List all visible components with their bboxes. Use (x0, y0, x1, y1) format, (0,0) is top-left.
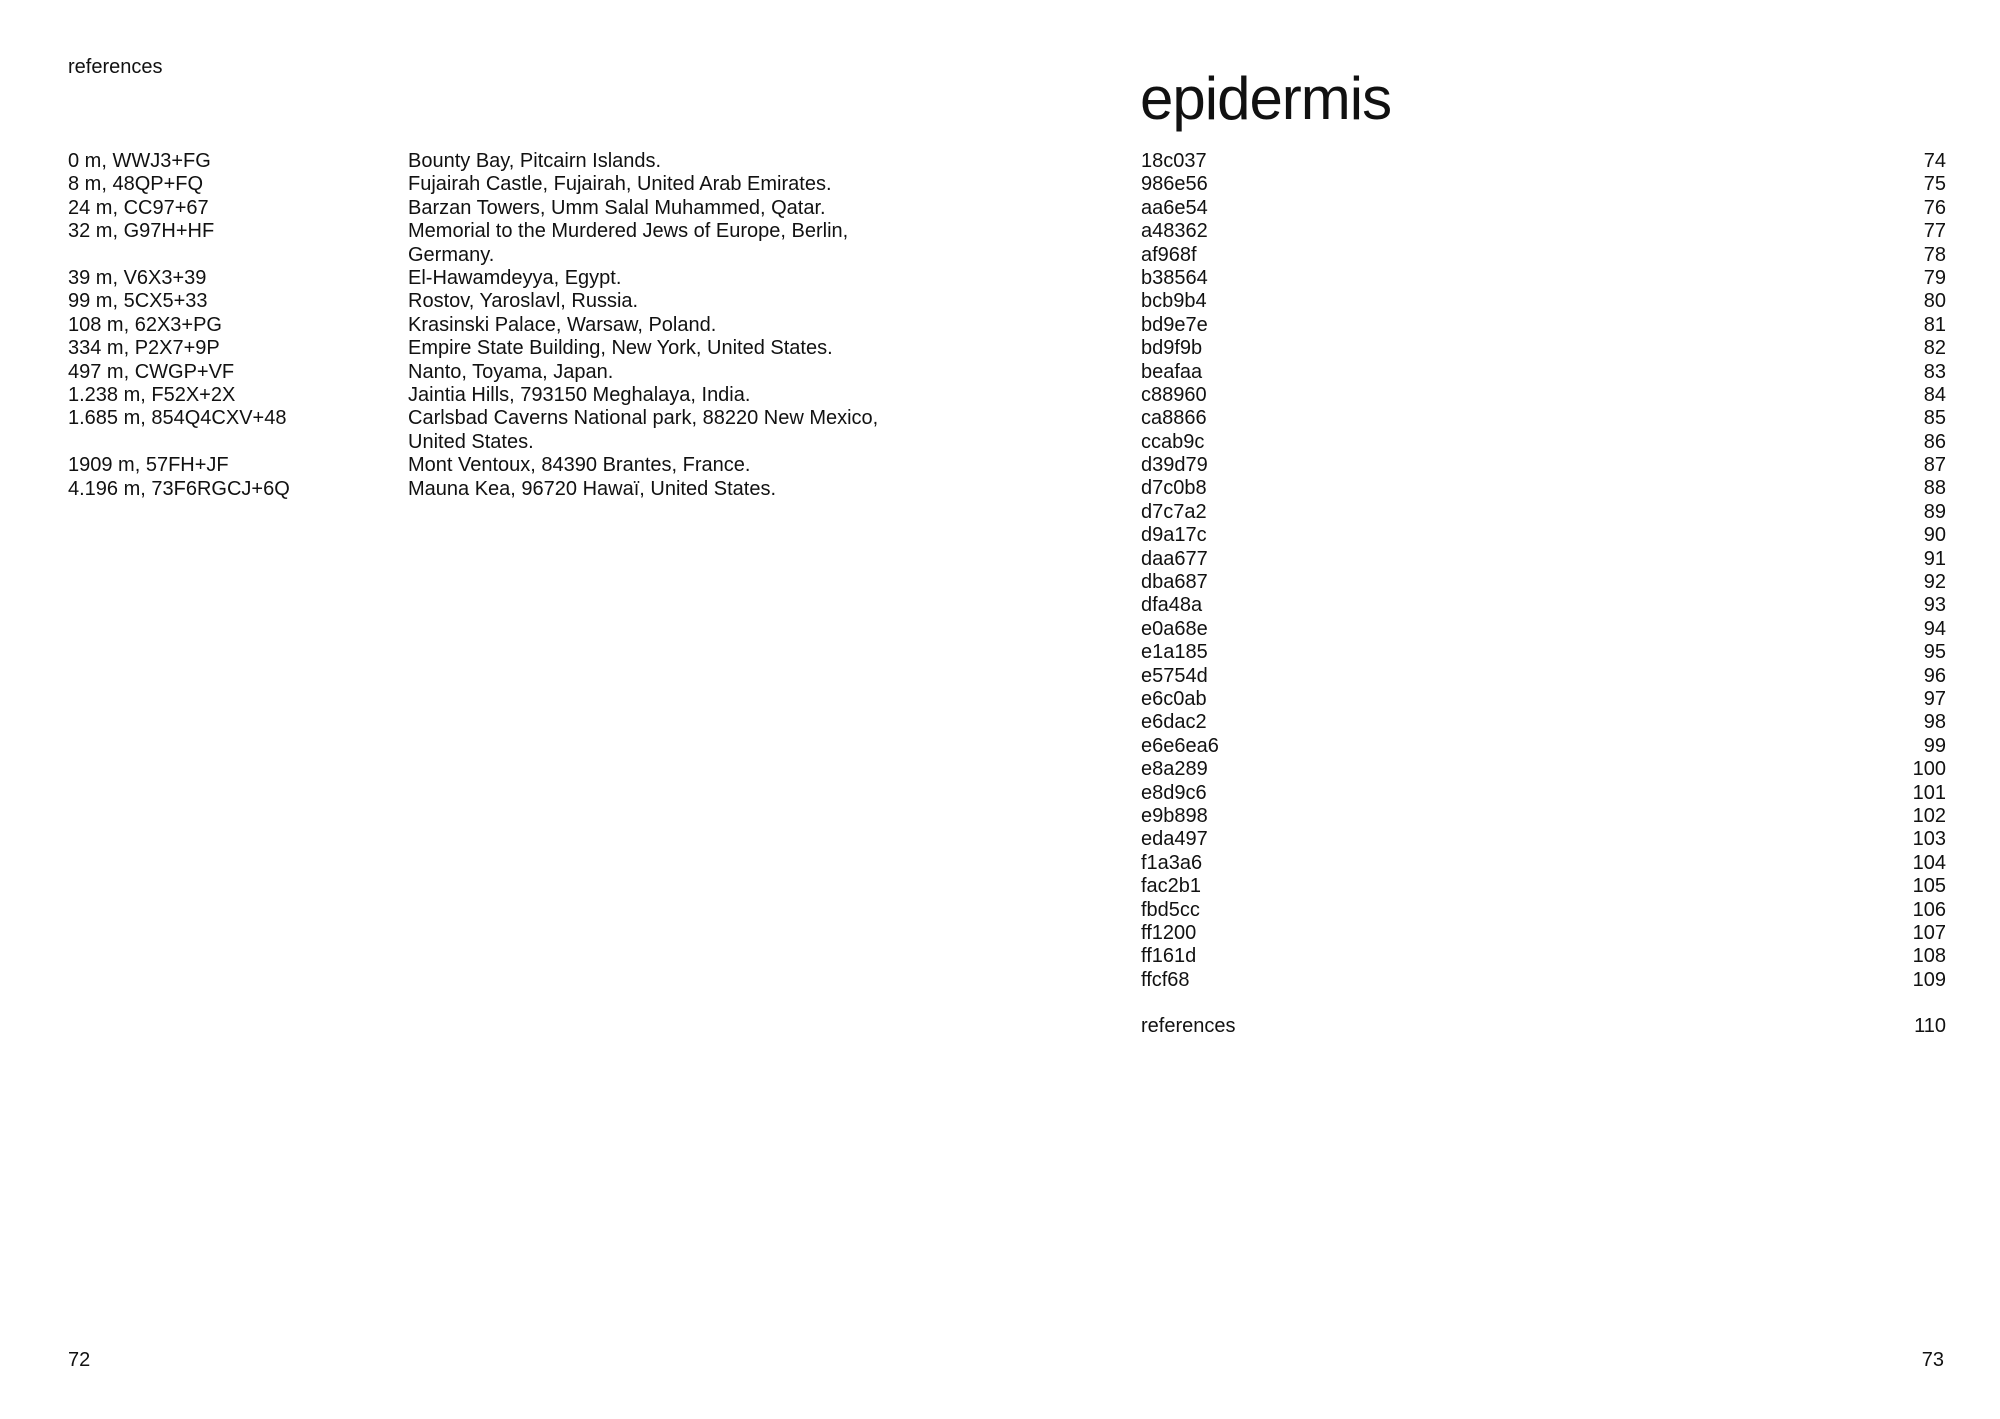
reference-elevation-code: 0 m, WWJ3+FG (68, 150, 211, 172)
index-entry-label: c88960 (1141, 383, 1207, 406)
index-entry (1141, 922, 1946, 945)
index-entry-label: ffcf68 (1141, 968, 1190, 991)
index-entry-page: 88 (1923, 477, 1946, 500)
reference-place: Memorial to the Murdered Jews of Europe, Berlin, Germany. (408, 220, 849, 266)
reference-place: Barzan Towers, Umm Salal Muhammed, Qatar. (408, 196, 826, 219)
reference-place: Nanto, Toyama, Japan. (408, 360, 614, 383)
index-entry-label: ca8866 (1141, 407, 1207, 430)
index-entry-label: fbd5cc (1141, 898, 1200, 921)
index-entry-page: 92 (1923, 571, 1946, 594)
reference-elevation-code: 1.685 m, 854Q4CXV+48 (68, 407, 287, 430)
reference-elevation-code: 24 m, CC97+67 (68, 196, 209, 219)
reference-row (68, 478, 928, 501)
index-entry-page: 100 (1912, 758, 1946, 781)
index-entry-label: aa6e54 (1141, 196, 1208, 219)
reference-place: Mont Ventoux, 84390 Brantes, France. (408, 454, 751, 477)
index-entry (1141, 875, 1946, 898)
index-entry-page: 81 (1923, 313, 1946, 336)
index-entry (1141, 407, 1946, 430)
index-entry-page: 106 (1912, 898, 1946, 921)
index-entry-label: bd9e7e (1141, 313, 1208, 336)
reference-place: Fujairah Castle, Fujairah, United Arab Emirates. (408, 173, 832, 196)
index-entry (1141, 477, 1946, 500)
section-title: epidermis (1140, 65, 1392, 132)
index-entry (1141, 711, 1946, 734)
reference-elevation-code: 1.238 m, F52X+2X (68, 384, 236, 407)
index-entry-page: 90 (1923, 524, 1946, 547)
index-entry-page: 79 (1923, 266, 1946, 289)
index-entry (1141, 197, 1946, 220)
index-entry-page: 103 (1912, 828, 1946, 851)
index-entry (1141, 688, 1946, 711)
reference-row (68, 361, 928, 384)
index-entry (1141, 828, 1946, 851)
reference-place: Empire State Building, New York, United States. (408, 337, 833, 360)
index-entry (1141, 782, 1946, 805)
index-entry-label: b38564 (1141, 266, 1208, 289)
reference-elevation-code: 108 m, 62X3+PG (68, 313, 222, 336)
reference-elevation-code: 32 m, G97H+HF (68, 220, 215, 243)
index-entry-page: 109 (1912, 968, 1946, 991)
reference-row (68, 407, 928, 454)
index-entry-page: 107 (1912, 921, 1946, 944)
index-entry-label: e0a68e (1141, 617, 1208, 640)
index-entry (1141, 969, 1946, 992)
index-entry (1141, 267, 1946, 290)
index-entry-page: 99 (1923, 734, 1946, 757)
index-entry (1141, 899, 1946, 922)
reference-elevation-code: 4.196 m, 73F6RGCJ+6Q (68, 477, 290, 500)
index-entry-page: 87 (1923, 454, 1946, 477)
index-entry (1141, 571, 1946, 594)
reference-row (68, 267, 928, 290)
reference-place: Jaintia Hills, 793150 Meghalaya, India. (408, 384, 751, 407)
index-entry-references (1141, 1015, 1946, 1038)
reference-elevation-code: 39 m, V6X3+39 (68, 267, 207, 290)
index-entry (1141, 524, 1946, 547)
index-entry-page: 97 (1923, 687, 1946, 710)
reference-row (68, 384, 928, 407)
index-entry (1141, 431, 1946, 454)
index-entry-page: 110 (1914, 1015, 1946, 1038)
index-entry-label: dba687 (1141, 571, 1208, 594)
index-entry (1141, 501, 1946, 524)
index-entry-page: 104 (1912, 851, 1946, 874)
index-entry (1141, 641, 1946, 664)
index-entry-page: 76 (1923, 196, 1946, 219)
index-entry-label: e9b898 (1141, 804, 1208, 827)
reference-elevation-code: 1909 m, 57FH+JF (68, 454, 229, 477)
index-entry-page: 83 (1923, 360, 1946, 383)
index-entry-page: 82 (1923, 337, 1946, 360)
index-entry-page: 102 (1912, 804, 1946, 827)
index-entry (1141, 173, 1946, 196)
index-entry-page: 91 (1923, 547, 1946, 570)
index-entry (1141, 220, 1946, 243)
reference-place: Carlsbad Caverns National park, 88220 New Mexico, United States. (408, 407, 879, 453)
index-entry-label: beafaa (1141, 360, 1203, 383)
index-entry-page: 75 (1923, 173, 1946, 196)
index-entry-label: e6e6ea6 (1141, 734, 1219, 757)
index-entry (1141, 361, 1946, 384)
index-entry-label: bcb9b4 (1141, 290, 1207, 313)
running-head: references (68, 56, 163, 78)
index-entry-label: d9a17c (1141, 524, 1207, 547)
index-entry-label: 18c037 (1141, 150, 1207, 172)
reference-elevation-code: 334 m, P2X7+9P (68, 337, 220, 360)
index-entry-label: e1a185 (1141, 641, 1208, 664)
index-entry-page: 78 (1923, 243, 1946, 266)
index-entry (1141, 945, 1946, 968)
index-entry-label: daa677 (1141, 547, 1208, 570)
index-entry (1141, 805, 1946, 828)
index-entry-label: ff161d (1141, 945, 1197, 968)
index-entry (1141, 244, 1946, 267)
index-entry-label: references (1141, 1015, 1236, 1038)
index-entry-page: 101 (1912, 781, 1946, 804)
index-entry (1141, 314, 1946, 337)
index-entry (1141, 150, 1946, 173)
index-entry-page: 77 (1923, 220, 1946, 243)
index-entry-page: 93 (1923, 594, 1946, 617)
page-number-right: 73 (1921, 1349, 1944, 1371)
reference-row (68, 173, 928, 196)
reference-place: El-Hawamdeyya, Egypt. (408, 267, 622, 290)
index-entry-page: 84 (1923, 383, 1946, 406)
index-entry (1141, 758, 1946, 781)
reference-row (68, 150, 928, 173)
index-entry-label: 986e56 (1141, 173, 1208, 196)
index-entry-label: d7c7a2 (1141, 500, 1207, 523)
index-entry (1141, 548, 1946, 571)
reference-row (68, 290, 928, 313)
index-entry-label: e6c0ab (1141, 687, 1207, 710)
index-entry-label: d7c0b8 (1141, 477, 1207, 500)
reference-elevation-code: 99 m, 5CX5+33 (68, 290, 208, 313)
index-entry-page: 108 (1912, 945, 1946, 968)
index-list (1141, 150, 1946, 1038)
index-entry-label: fac2b1 (1141, 875, 1202, 898)
index-entry-page: 80 (1923, 290, 1946, 313)
reference-elevation-code: 8 m, 48QP+FQ (68, 173, 204, 196)
index-entry-label: eda497 (1141, 828, 1208, 851)
reference-place: Mauna Kea, 96720 Hawaï, United States. (408, 477, 777, 500)
index-entry-label: e8a289 (1141, 758, 1208, 781)
index-entry (1141, 594, 1946, 617)
index-entry-label: a48362 (1141, 220, 1208, 243)
index-entry-page: 105 (1912, 875, 1946, 898)
index-entry-page: 86 (1923, 430, 1946, 453)
index-entry-label: f1a3a6 (1141, 851, 1203, 874)
index-entry-page: 89 (1923, 500, 1946, 523)
index-entry (1141, 852, 1946, 875)
index-entry-label: dfa48a (1141, 594, 1203, 617)
reference-elevation-code: 497 m, CWGP+VF (68, 360, 235, 383)
index-entry (1141, 337, 1946, 360)
index-entry-page: 74 (1923, 150, 1946, 172)
index-entry-page: 85 (1923, 407, 1946, 430)
index-entry-page: 94 (1923, 617, 1946, 640)
reference-row (68, 337, 928, 360)
index-entry-label: bd9f9b (1141, 337, 1203, 360)
index-entry (1141, 384, 1946, 407)
index-entry-label: e6dac2 (1141, 711, 1207, 734)
reference-place: Krasinski Palace, Warsaw, Poland. (408, 313, 717, 336)
index-entry (1141, 290, 1946, 313)
index-entry-page: 98 (1923, 711, 1946, 734)
reference-row (68, 197, 928, 220)
reference-row (68, 314, 928, 337)
index-entry (1141, 665, 1946, 688)
index-entry-label: ff1200 (1141, 921, 1197, 944)
index-entry-label: ccab9c (1141, 430, 1205, 453)
index-entry (1141, 618, 1946, 641)
page-number-left: 72 (68, 1349, 91, 1371)
references-list (68, 150, 928, 501)
index-entry-page: 96 (1923, 664, 1946, 687)
index-entry-label: af968f (1141, 243, 1197, 266)
index-entry-label: d39d79 (1141, 454, 1208, 477)
index-entry (1141, 454, 1946, 477)
reference-row (68, 220, 928, 267)
index-entry-label: e5754d (1141, 664, 1208, 687)
reference-place: Bounty Bay, Pitcairn Islands. (408, 150, 662, 172)
reference-row (68, 454, 928, 477)
index-entry-page: 95 (1923, 641, 1946, 664)
index-entry-label: e8d9c6 (1141, 781, 1207, 804)
right-page (1000, 0, 2000, 1419)
index-entry (1141, 735, 1946, 758)
reference-place: Rostov, Yaroslavl, Russia. (408, 290, 639, 313)
